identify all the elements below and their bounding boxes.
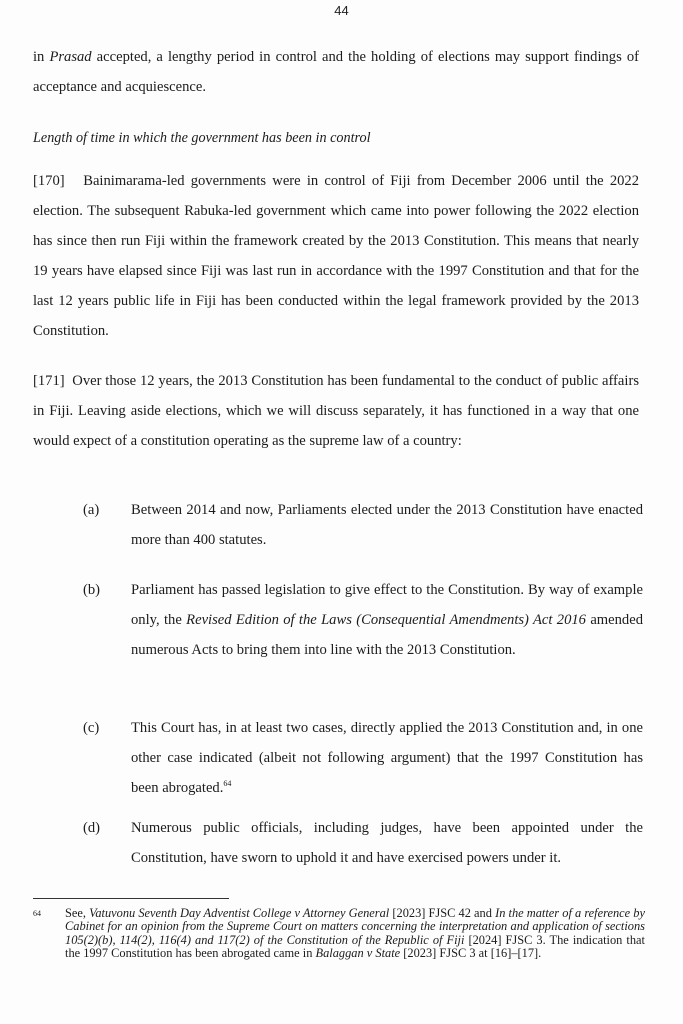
paragraph-170 [33,166,639,346]
act-title: Revised Edition of the Laws (Consequential Amendments) Act 2016 [186,612,586,628]
footnote-segment: [2023] FJSC 3 at [16]–[17]. [400,946,542,961]
list-label: (d) [83,820,101,836]
case-citation: Balaggan v State [315,946,401,961]
footnote-segment: [2023] FJSC 42 and [389,906,496,920]
paragraph-text: Over those 12 years, the 2013 Constitution has been fundamental to the conduct of public affairs in Fiji. Leaving aside elections, which we will discuss separately, it has functioned in a way that one would expect of a constitution operating as the supreme law of a country: [33,373,639,449]
case-citation: Vatuvonu Seventh Day Adventist College v Attorney General [89,906,390,920]
intro-text-end: accepted, a lengthy period in control and the holding of elections may support findings of acceptance and acquiescence. [33,49,640,95]
list-text: Between 2014 and now, Parliaments elected under the 2013 Constitution have enacted more than 400 statutes. [131,502,643,548]
footnote-text [65,907,645,961]
list-text-body: This Court has, in at least two cases, directly applied the 2013 Constitution and, in one other case indicated (albeit not following argument) that the 1997 Constitution has been abrogated. [131,720,643,796]
paragraph-number: [170] [33,173,65,189]
case-citation: In the matter of a reference by Cabinet for an opinion from the Supreme Court on matters concerning the interpretation and application of sections 105(2)(b), 114(2), 116(4) and 117(2) of the Constitution of the Republic of Fiji [65,906,646,947]
list-text [131,713,643,803]
footnote-number: 64 [33,909,41,918]
list-label: (a) [83,502,100,518]
footnote-segment: [2024] FJSC 3. The indication that the 1997 Constitution has been abrogated came in [65,932,645,961]
list-label: (b) [83,582,101,598]
paragraph-number: [171] [33,373,65,389]
list-label: (c) [83,720,100,736]
intro-text-start: in [33,49,50,65]
case-name-prasad: Prasad [49,49,92,65]
footnote-segment: See, [65,906,90,920]
paragraph-text: Bainimarama-led governments were in control of Fiji from December 2006 until the 2022 election. The subsequent Rabuka-led government which came into power following the 2022 election has since then run Fiji within the framework created by the 2013 Constitution. This means that nearly 19 years have elapsed since Fiji was last run in accordance with the 1997 Constitution and that for the last 12 years public life in Fiji has been conducted within the legal framework provided by the 2013 Constitution. [33,173,640,339]
intro-paragraph [33,42,639,102]
list-text-end: amended numerous Acts to bring them into line with the 2013 Constitution. [131,612,644,658]
paragraph-171 [33,366,639,456]
list-text: Numerous public officials, including judges, have been appointed under the Constitution, have sworn to uphold it and have exercised powers under it. [131,820,643,866]
footnote-separator [33,898,229,899]
list-text [131,575,643,665]
list-text-start: Parliament has passed legislation to give effect to the Constitution. By way of example only, the [131,582,643,628]
section-heading: Length of time in which the government has been in control [33,130,371,146]
page-number: 44 [334,3,349,18]
footnote-reference[interactable]: 64 [223,779,232,788]
